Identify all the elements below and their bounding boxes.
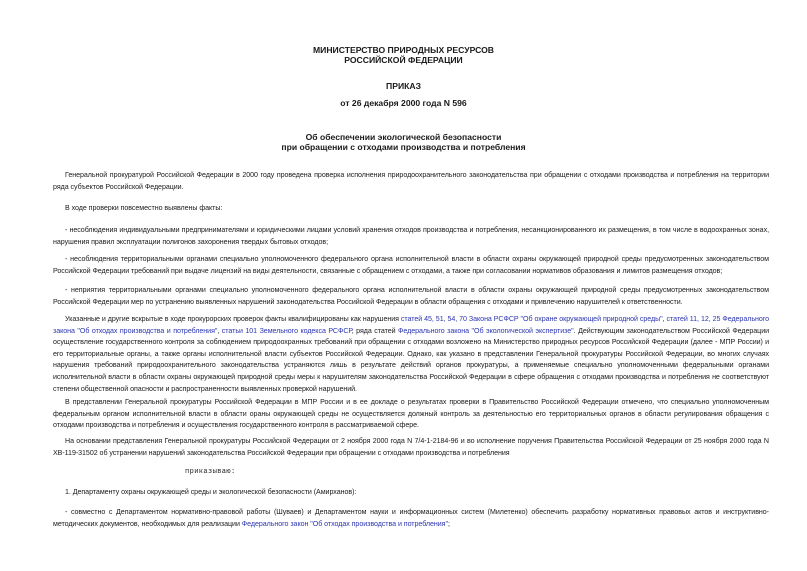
paragraph-text [53,314,769,395]
paragraph-text: Генеральной прокуратурой Российской Федерации в 2000 году проведена проверка исполнения природоохранительного законодательства при обращении с отходами производства и потребления на территории ряда субъектов Российской Федерации. [53,171,769,191]
text-run: ; [447,519,450,528]
text-run: . Действующим законодательством Российской Федерации осуществление государственного контроля за соблюдением природоохранных требований при обращении с отходами возложено на Министерство природных ресурсов Российской Федерации (далее - МПР России) и его территориальные органы, а также органы исполнительной власти субъектов Российской Федерации. Однако, как указано в представлении Генеральной прокуратуры Российской Федерации, во многих случаях нарушения требований природоохранительного законодательства устраняются лишь в результате действий органов прокуратуры, а применяемые специально уполномоченными федеральными органами исполнительной власти в области охраны окружающей природной среды меры к нарушителям законодательства Российской Федерации в сфере обращения с отходами производства и потребления не соответствуют степени общественной опасности и распространенности выявленных проверкой нарушений. [53,326,770,393]
paragraph-5 [53,285,769,308]
law-link-land-code[interactable]: статьи 101 Земельного кодекса РСФСР [221,326,352,335]
paragraph-9 [53,487,769,499]
paragraph-text: - неприятия территориальными органами специально уполномоченного федерального органа исполнительной власти в области охраны окружающей природной среды предусмотренных законодательством Российской Федерации мер по устранению выявленных нарушений законодательства Российской Федерации в области обращения с отходами и привлечению нарушителей к ответственности. [53,286,769,306]
law-link-environment-protection[interactable]: статей 45, 51, 54, 70 Закона РСФСР "Об охране окружающей природной среды" [400,315,663,323]
paragraph-text: На основании представления Генеральной прокуратуры Российской Федерации от 2 ноября 2000 года N 7/4-1-2184-96 и во исполнение поручения Правительства Российской Федерации от 25 ноября 2000 года N ХВ-119-31502 об устранении нарушений законодательства Российской Федерации при обращении с отходами производства и потребления [53,437,769,457]
paragraph-2 [53,203,769,215]
ministry-line-2: РОССИЙСКОЙ ФЕДЕРАЦИИ [344,55,463,65]
paragraph-7 [53,397,769,432]
paragraph-10 [53,507,769,530]
doc-title-line-2: при обращении с отходами производства и потребления [281,142,526,152]
order-word: приказываю: [185,468,236,476]
law-link-waste-law[interactable]: статей 11, 12, 25 Федерального закона "Об отходах производства и потребления" [53,315,769,335]
doc-title-line-1: Об обеспечении экологической безопасности [305,132,502,142]
paragraph-6 [53,314,769,395]
doc-title [0,132,807,152]
text-run: Указанные и другие вскрытые в ходе прокурорских проверок факты квалифицированы как нарушения [65,315,401,323]
paragraph-1 [53,170,769,193]
paragraph-text [53,507,769,530]
paragraph-8 [53,436,769,459]
paragraph-4 [53,254,769,277]
law-link-ecological-expertise[interactable]: Федерального закона "Об экологической экспертизе" [398,326,574,335]
text-run: - совместно с Департаментом нормативно-правовой работы (Шуваев) и Департаментом науки и информационных систем (Милетенко) обеспечить разработку нормативных правовых актов и инструктивно-методических документов, необходимых для реализации [53,508,769,528]
text-run: , ряда статей [351,326,399,335]
paragraph-text: - несоблюдения индивидуальными предпринимателями и юридическими лицами условий хранения отходов производства и потребления, несанкционированного их размещения, в том числе в водоохранных зонах, нарушения правил эксплуатации полигонов захоронения твердых бытовых отходов; [53,226,769,246]
text-run: , [662,315,667,323]
doc-type: ПРИКАЗ [386,81,421,91]
paragraph-text: - несоблюдения территориальными органами специально уполномоченного федерального органа исполнительной власти в области охраны окружающей природной среды предусмотренных законодательством Российской Федерации требований при выдаче лицензий на виды деятельности, связанные с обращением с отходами, а также при согласовании нормативов образования и лимитов размещения отходов; [53,255,769,275]
paragraph-text: 1. Департаменту охраны окружающей среды и экологической безопасности (Амирханов): [65,488,357,496]
ministry-line-1: МИНИСТЕРСТВО ПРИРОДНЫХ РЕСУРСОВ [313,45,494,55]
doc-date-number: от 26 декабря 2000 года N 596 [340,98,467,108]
law-link-waste-law-2[interactable]: Федерального закон "Об отходах производства и потребления" [241,519,448,528]
text-run: , [217,326,222,335]
paragraph-text: В ходе проверки повсеместно выявлены факты: [65,204,223,212]
paragraph-text: В представлении Генеральной прокуратуры Российской Федерации в МПР России и в ее докладе о результатах проверки в Правительство Российской Федерации отмечено, что специально уполномоченным федеральным органом исполнительной власти в области ораны окружающей среды не осуществляется должный контроль за деятельностью его территориальных органов в области регулирования обращения с отходами производства и потребления и осуществления государственного контроля в рассматриваемой сфере. [53,398,769,430]
paragraph-3 [53,225,769,248]
ministry-heading [0,45,807,65]
